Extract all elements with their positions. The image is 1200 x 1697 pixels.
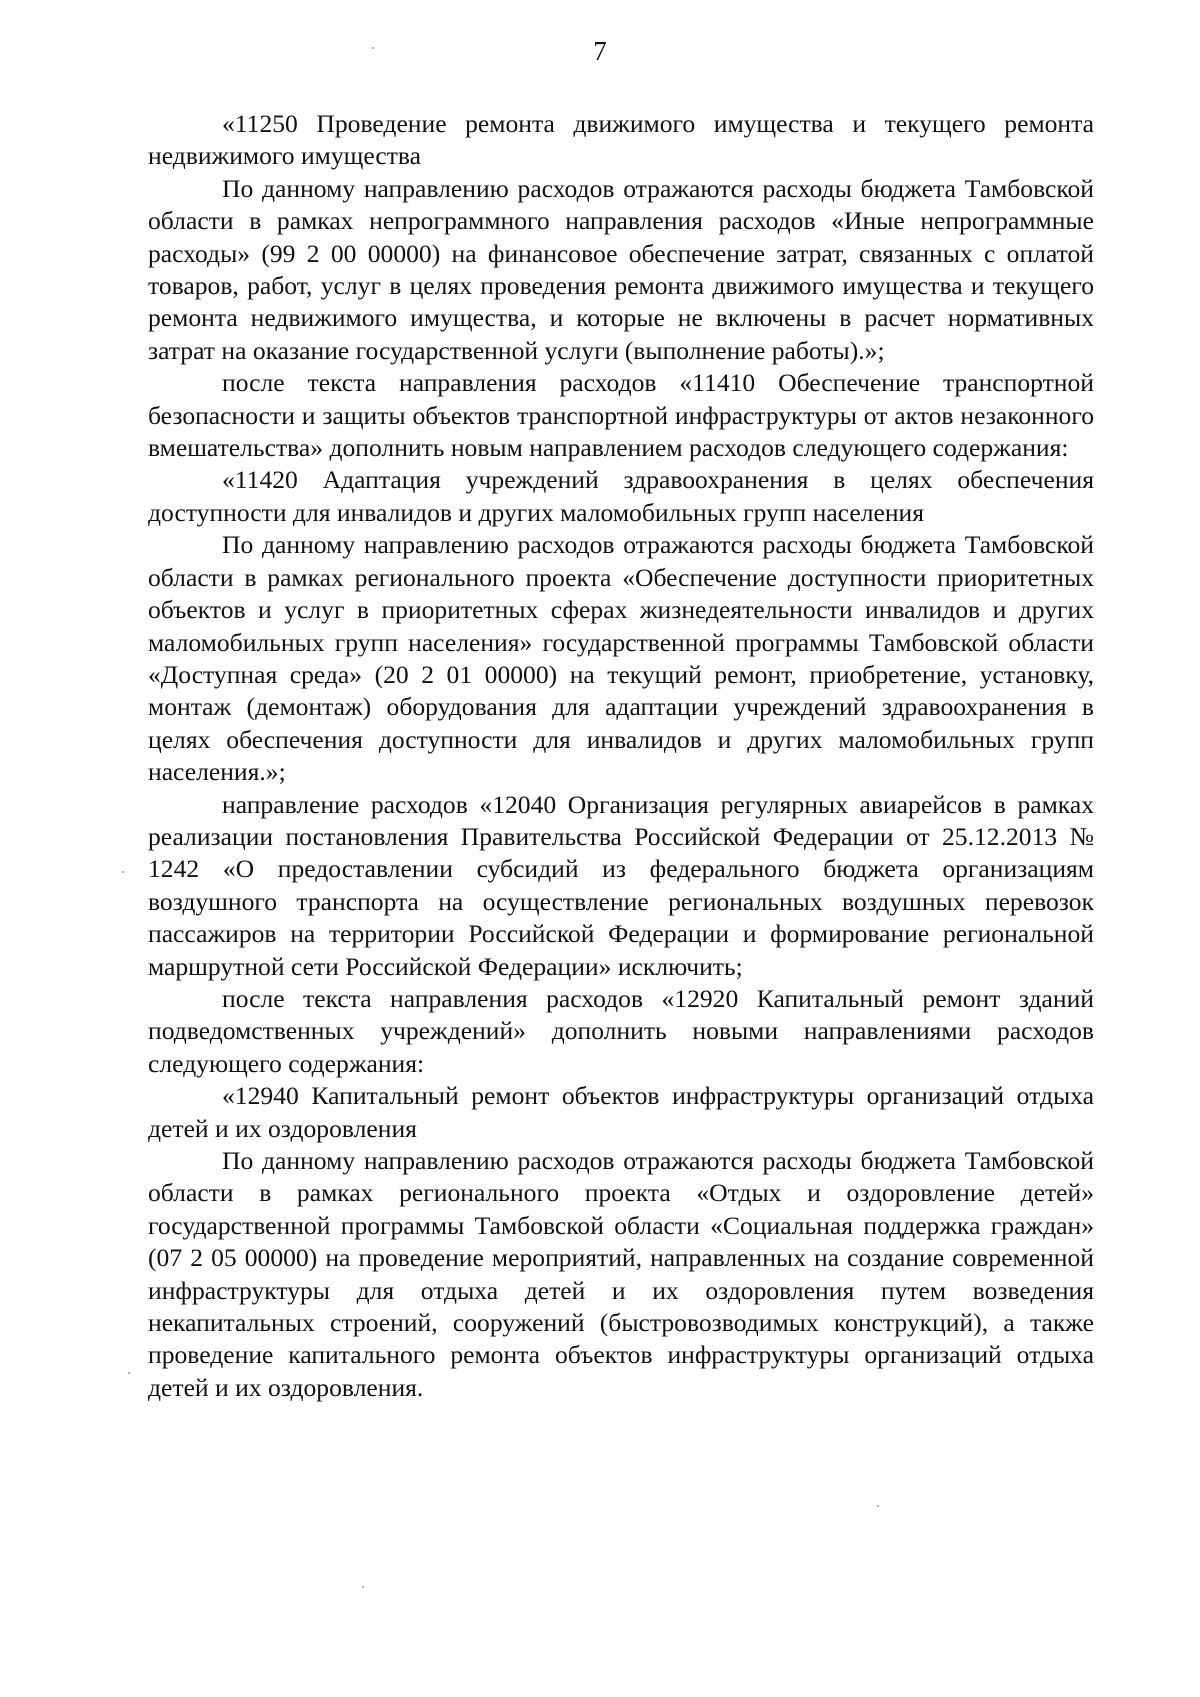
scan-speck [128, 1372, 130, 1374]
scan-speck [372, 47, 374, 49]
paragraph-12940-description: По данному направлению расходов отражаются расходы бюджета Тамбовской области в рамках регионального проекта «Отдых и оздоровление детей» государственной программы Тамбовской области «Социальная поддержка граждан» (07 2 05 00000) на проведение мероприятий, направленных на создание современной инфраструктуры для отдыха детей и их оздоровления путем возведения некапитальных строений, сооружений (быстровозводимых конструкций), а также проведение капитального ремонта объектов инфраструктуры организаций отдыха детей и их оздоровления. [148, 1146, 1094, 1402]
paragraph-12040-exclusion: направление расходов «12040 Организация регулярных авиарейсов в рамках реализации постановления Правительства Российской Федерации от 25.12.2013 № 1242 «О предоставлении субсидий из федерального бюджета организациям воздушного транспорта на осуществление региональных воздушных перевозок пассажиров на территории Российской Федерации и формирование региональной маршрутной сети Российской Федерации» исключить; [148, 789, 1094, 981]
paragraph-12940-heading: «12940 Капитальный ремонт объектов инфраструктуры организаций отдыха детей и их оздоровления [148, 1081, 1094, 1143]
scan-speck [122, 871, 124, 873]
paragraph-11420-description: По данному направлению расходов отражаются расходы бюджета Тамбовской области в рамках регионального проекта «Обеспечение доступности приоритетных объектов и услуг в приоритетных сферах жизнедеятельности инвалидов и других маломобильных групп населения» государственной программы Тамбовской области «Доступная среда» (20 2 01 00000) на текущий ремонт, приобретение, установку, монтаж (демонтаж) оборудования для адаптации учреждений здравоохранения в целях обеспечения доступности для инвалидов и других маломобильных групп населения.»; [148, 530, 1094, 787]
paragraph-12920-instruction: после текста направления расходов «12920 Капитальный ремонт зданий подведомственных учреждений» дополнить новыми направлениями расходов следующего содержания: [148, 983, 1094, 1078]
paragraph-11250-heading: «11250 Проведение ремонта движимого имущества и текущего ремонта недвижимого имущества [148, 109, 1094, 171]
scan-speck [362, 1586, 364, 1588]
paragraph-11250-description: По данному направлению расходов отражаются расходы бюджета Тамбовской области в рамках непрограммного направления расходов «Иные непрограммные расходы» (99 2 00 00000) на финансовое обеспечение затрат, связанных с оплатой товаров, работ, услуг в целях проведения ремонта движимого имущества и текущего ремонта недвижимого имущества, и которые не включены в расчет нормативных затрат на оказание государственной услуги (выполнение работы).»; [148, 173, 1094, 365]
page-number: 7 [593, 36, 607, 66]
scan-speck [877, 1505, 879, 1507]
document-body [148, 108, 1094, 1404]
paragraph-11410-instruction: после текста направления расходов «11410 Обеспечение транспортной безопасности и защиты объектов транспортной инфраструктуры от актов незаконного вмешательства» дополнить новым направлением расходов следующего содержания: [148, 368, 1094, 463]
paragraph-11420-heading: «11420 Адаптация учреждений здравоохранения в целях обеспечения доступности для инвалидов и других маломобильных групп населения [148, 465, 1094, 527]
